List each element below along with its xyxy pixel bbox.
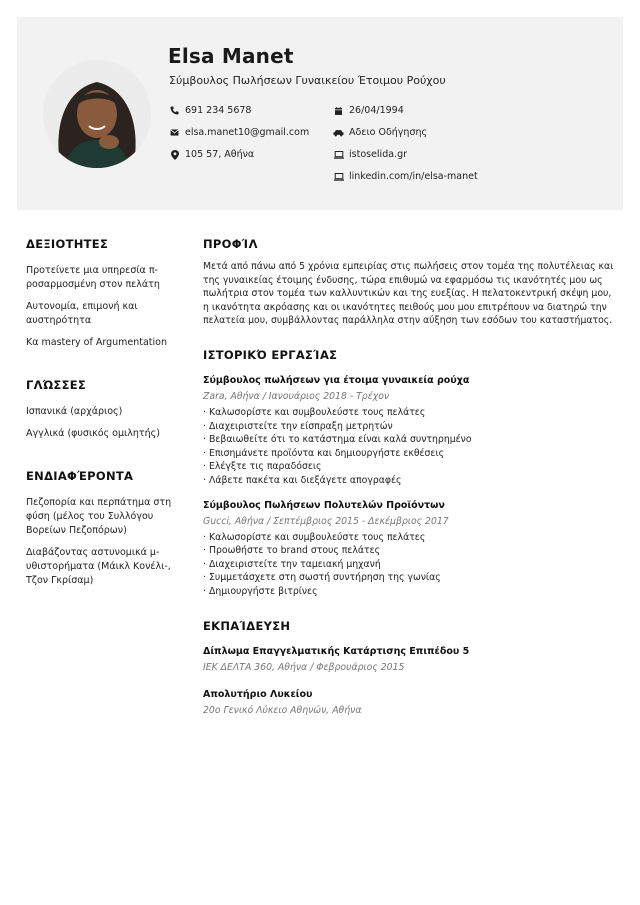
right-column bbox=[203, 237, 615, 720]
laptop-icon bbox=[333, 151, 344, 159]
calendar-icon bbox=[333, 107, 344, 115]
duty-item: · Καλωσορίστε και συμβουλεύστε τους πελάτες bbox=[203, 406, 615, 420]
profile-heading: ΠΡΟΦΊΛ bbox=[203, 237, 258, 251]
languages-heading: ΓΛΏΣΣΕΣ bbox=[26, 378, 87, 392]
education-entry bbox=[203, 689, 615, 716]
full-name: Elsa Manet bbox=[168, 44, 294, 68]
contact-phone: 691 234 5678 bbox=[169, 105, 251, 116]
duty-item: · Διαχειριστείτε την ταμειακή μηχανή bbox=[203, 558, 615, 572]
job-entry bbox=[203, 500, 615, 599]
interests-heading: ΕΝΔΙΑΦΈΡΟΝΤΑ bbox=[26, 469, 134, 483]
contact-birthdate: 26/04/1994 bbox=[333, 105, 404, 116]
duty-item: · Ελέγξτε τις παραδόσεις bbox=[203, 460, 615, 474]
interest-item: Πεζοπορία και περπάτημα στη φύση (μέλος του Συλλόγου Βορείων Πεζοπόρων) bbox=[26, 497, 172, 536]
duty-item: · Προωθήστε το brand στους πελάτες bbox=[203, 544, 615, 558]
job-duties bbox=[203, 531, 615, 599]
experience-heading: ΙΣΤΟΡΙΚΌ ΕΡΓΑΣΊΑΣ bbox=[203, 347, 338, 362]
interest-item: Διαβάζοντας αστυνομικά μ-υθιστορήματα (Μάικλ Κονέλι-, Τζον Γκρίσαμ) bbox=[26, 547, 171, 586]
contact-website[interactable]: istoselida.gr bbox=[333, 149, 407, 160]
left-column bbox=[26, 237, 176, 596]
phone-icon bbox=[169, 106, 180, 115]
job-title: Σύμβουλος Πωλήσεων Πολυτελών Προϊόντων bbox=[203, 499, 445, 511]
profile-summary: Μετά από πάνω από 5 χρόνια εμπειρίας στις πωλήσεις στον τομέα της πολυτέλειας και της γυναικείας έτοιμης ένδυσης, τώρα επιθυμώ να εφαρμόσω τις ικανότητές μου ως πωλήτρια στον τομέα των καλλυντικών και της ευεξίας. Η πελατοκεντρική σκέψη μου, η ικανότητα ακρόασης και οι ικανότητες πειθούς μου μου επιτρέπουν να διατηρώ την πελατεία μου, συμβάλλοντας παράλληλα στην αύξηση των εσόδων του καταστήματος. bbox=[203, 261, 614, 327]
duty-item: · Δημιουργήστε βιτρίνες bbox=[203, 585, 615, 599]
job-duties bbox=[203, 406, 615, 488]
map-pin-icon bbox=[169, 150, 180, 160]
skills-heading: ΔΕΞΙΟΤΗΤΕΣ bbox=[26, 237, 109, 251]
profile-photo bbox=[43, 60, 151, 168]
skill-item: Προτείνετε μια υπηρεσία π-ροσαρμοσμένη στον πελάτη bbox=[26, 265, 160, 290]
duty-item: · Βεβαιωθείτε ότι το κατάστημα είναι καλά συντηρημένο bbox=[203, 433, 615, 447]
language-item: Ισπανικά (αρχάριος) bbox=[26, 406, 123, 417]
duty-item: · Λάβετε πακέτα και διεξάγετε απογραφές bbox=[203, 474, 615, 488]
duty-item: · Επισημάνετε προϊόντα και δημιουργήστε εκθέσεις bbox=[203, 447, 615, 461]
laptop-icon bbox=[333, 173, 344, 181]
envelope-icon bbox=[169, 129, 180, 136]
car-icon bbox=[333, 129, 344, 137]
job-entry bbox=[203, 375, 615, 488]
duty-item: · Διαχειριστείτε την είσπραξη μετρητών bbox=[203, 420, 615, 434]
job-meta: Zara, Αθήνα / Ιανουάριος 2018 - Τρέχον bbox=[203, 390, 390, 402]
language-item: Αγγλικά (φυσικός ομιλητής) bbox=[26, 428, 160, 439]
education-heading: ΕΚΠΑΊΔΕΥΣΗ bbox=[203, 618, 291, 633]
header bbox=[17, 17, 623, 210]
contact-email[interactable]: elsa.manet10@gmail.com bbox=[169, 127, 309, 138]
duty-item: · Συμμετάσχετε στη σωστή συντήρηση της γωνίας bbox=[203, 571, 615, 585]
job-meta: Gucci, Αθήνα / Σεπτέμβριος 2015 - Δεκέμβριος 2017 bbox=[203, 515, 449, 527]
degree-title: Δίπλωμα Επαγγελματικής Κατάρτισης Επιπέδου 5 bbox=[203, 645, 470, 657]
contact-location: 105 57, Αθήνα bbox=[169, 149, 254, 160]
skill-item: Κα mastery of Argumentation bbox=[26, 337, 167, 348]
job-role: Σύμβουλος Πωλήσεων Γυναικείου Έτοιμου Ρούχου bbox=[169, 74, 446, 87]
degree-meta: 20ο Γενικό Λύκειο Αθηνών, Αθήνα bbox=[203, 704, 362, 716]
degree-title: Απολυτήριο Λυκείου bbox=[203, 688, 313, 700]
contact-license: Αδειο Οδήγησης bbox=[333, 127, 427, 138]
skill-item: Αυτονομία, επιμονή και αυστηρότητα bbox=[26, 301, 138, 326]
contact-linkedin[interactable]: linkedin.com/in/elsa-manet bbox=[333, 171, 478, 182]
degree-meta: IEK ΔΕΛΤΑ 360, Αθήνα / Φεβρουάριος 2015 bbox=[203, 661, 405, 673]
job-title: Σύμβουλος πωλήσεων για έτοιμα γυναικεία ρούχα bbox=[203, 374, 470, 386]
duty-item: · Καλωσορίστε και συμβουλεύστε τους πελάτες bbox=[203, 531, 615, 545]
education-entry bbox=[203, 646, 615, 673]
